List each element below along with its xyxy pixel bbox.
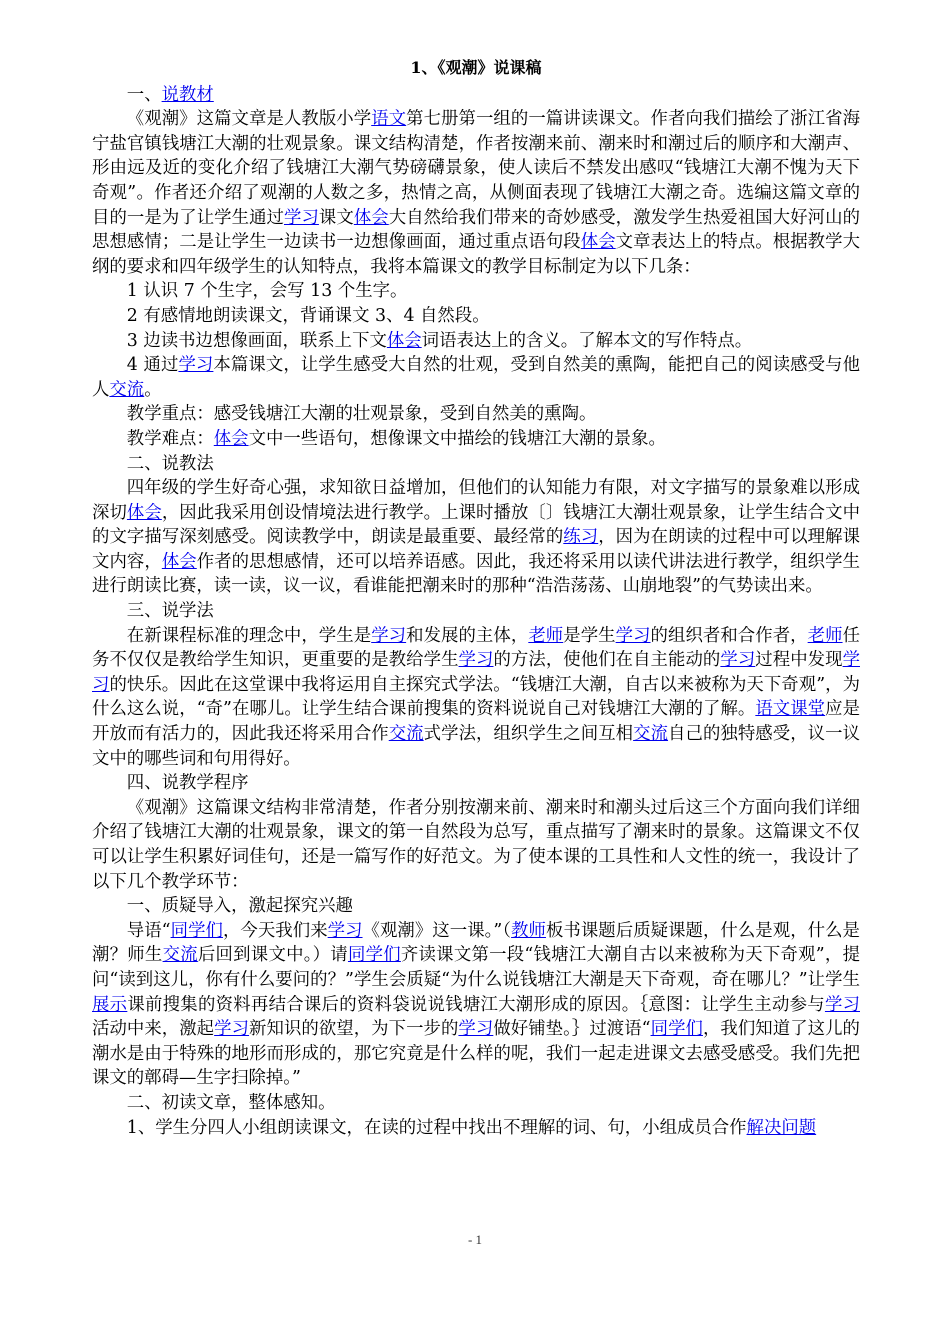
keyword-link[interactable]: 学习: [371, 625, 407, 646]
text-run: 齐读课文第一段“钱塘江大潮自古以来被称为天下奇观”，提问“读到这儿，你有什么要问的？”学生会质疑“为什么说钱塘江大潮是天下奇观，奇在哪儿？”让学生: [92, 945, 860, 990]
keyword-link[interactable]: 语文课堂: [755, 699, 826, 720]
text-run: 和发展的主体，: [406, 625, 529, 646]
keyword-link[interactable]: 体会: [213, 428, 249, 449]
text-run: 本篇课文，让学生感受大自然的壮观，受到自然美的熏陶，能把自己的阅读感受与他人: [92, 355, 860, 400]
text-run: 三、说学法: [126, 601, 214, 622]
text-run: 的组织者和合作者，: [650, 625, 808, 646]
keyword-link[interactable]: 体会: [580, 232, 616, 253]
text-run: ，我们知道了这儿的潮水是由于特殊的地形而形成的，那它究竟是什么样的呢，我们一起走进课文去感受感受。我们先把课文的鄣碍—生字扫除掉。”: [92, 1019, 860, 1089]
text-run: 四年级的学生好奇心强，求知欲日益增加，但他们的认知能力有限，对文字描写的景象难以形成深切: [92, 478, 860, 523]
paragraph: [92, 919, 860, 1091]
text-run: 2 有感情地朗读课文，背诵课文 3、4 自然段。: [126, 305, 490, 326]
text-run: ，因为在朗读的过程中可以理解课文内容，: [92, 527, 860, 572]
keyword-link[interactable]: 体会: [353, 207, 389, 228]
text-run: 导语“: [126, 920, 171, 941]
keyword-link[interactable]: 同学们: [650, 1019, 703, 1040]
text-run: 二、说教法: [126, 453, 214, 474]
keyword-link[interactable]: 解决问题: [746, 1117, 817, 1138]
text-run: 一、: [126, 84, 162, 105]
section-heading: [92, 452, 860, 477]
text-run: 一、质疑导入，激起探究兴趣: [126, 896, 353, 917]
text-run: 文中一些语句，想像课文中描绘的钱塘江大潮的景象。: [248, 428, 666, 449]
keyword-link[interactable]: 同学们: [347, 945, 401, 966]
text-run: 的快乐。因此在这堂课中我将运用自主探究式学法。“钱塘江大潮，自古以来被称为天下奇观”，为什么这么说，“奇”在哪儿。让学生结合课前搜集的资料说说自己对钱塘江大潮的了解。: [92, 674, 860, 720]
keyword-link[interactable]: 老师: [807, 625, 843, 646]
keyword-link[interactable]: 学习: [178, 355, 214, 376]
text-run: 词语表达上的含义。了解本文的写作特点。: [421, 330, 753, 351]
section-heading: [92, 83, 860, 108]
text-run: 是学生: [563, 625, 616, 646]
text-run: 文章表达上的特点。根据教学大纲的要求和四年级学生的认知特点，我将本篇课文的教学目标制定为以下几条：: [92, 232, 860, 277]
text-run: 《观潮》这一课。”（: [362, 920, 512, 941]
keyword-link[interactable]: 练习: [563, 527, 599, 548]
text-run: 。: [144, 379, 162, 400]
keyword-link[interactable]: 说教材: [161, 84, 214, 105]
keyword-link[interactable]: 学习: [214, 1019, 250, 1040]
text-run: 第七册第一组的一篇讲读课文。作者向我们描绘了浙江省海宁盐官镇钱塘江大潮的壮观景象。课文结构清楚，作者按潮来前、潮来时和潮过后的顺序和大潮声、形由远及近的变化介绍了钱塘江大潮气势磅礴景象，使人读后不禁发出感叹“钱塘江大潮不愧为天下奇观”。作者还介绍了观潮的人数之多，热情之高，从侧面表现了钱塘江大潮之奇。选编这篇文章的目的一是为了让学生通过: [92, 109, 860, 228]
text-run: 3 边读书边想像画面，联系上下文: [126, 330, 387, 351]
paragraph: [92, 402, 860, 427]
paragraph: [92, 796, 860, 894]
text-run: 课文: [318, 207, 354, 228]
text-run: 二、初读文章，整体感知。: [126, 1092, 336, 1113]
keyword-link[interactable]: 交流: [109, 379, 145, 400]
paragraph: [92, 353, 860, 402]
paragraph: [92, 476, 860, 599]
keyword-link[interactable]: 展示: [92, 994, 128, 1015]
keyword-link[interactable]: 学习: [458, 1019, 494, 1040]
text-run: 自己的独特感受，议一议文中的哪些词和句用得好。: [92, 724, 860, 769]
keyword-link[interactable]: 教师: [511, 920, 546, 941]
text-run: 后回到课文中。）请: [197, 945, 348, 966]
text-run: ，今天我们来: [222, 920, 328, 941]
text-run: 活动中来，激起: [92, 1019, 215, 1040]
text-run: 作者的思想感情，还可以培养语感。因此，我还将采用以读代讲法进行教学，组织学生进行朗读比赛，读一读，议一议，看谁能把潮来时的那种“浩浩荡荡、山崩地裂”的气势读出来。: [92, 551, 860, 597]
text-run: 1 认识 7 个生字，会写 13 个生字。: [126, 281, 408, 302]
keyword-link[interactable]: 学习: [284, 207, 319, 228]
text-run: 式学法，组织学生之间互相: [423, 724, 634, 745]
keyword-link[interactable]: 学习: [720, 650, 756, 671]
keyword-link[interactable]: 体会: [161, 551, 197, 572]
text-run: 教学难点：: [126, 428, 214, 449]
text-run: 四、说教学程序: [126, 773, 249, 794]
keyword-link[interactable]: 语文: [371, 109, 407, 130]
text-run: 的方法，使他们在自主能动的: [493, 650, 721, 671]
section-heading: [92, 771, 860, 796]
paragraph: [92, 329, 860, 354]
document-page: [92, 56, 860, 1140]
paragraph: [92, 1116, 860, 1141]
page-number: - 1: [467, 1232, 483, 1247]
text-run: 《观潮》这篇文章是人教版小学: [126, 109, 372, 130]
keyword-link[interactable]: 交流: [633, 724, 669, 745]
keyword-link[interactable]: 学习: [92, 650, 860, 695]
keyword-link[interactable]: 体会: [126, 502, 162, 523]
keyword-link[interactable]: 学习: [327, 920, 363, 941]
paragraph: [92, 427, 860, 452]
text-run: 4 通过: [126, 355, 179, 376]
text-run: 在新课程标准的理念中，学生是: [126, 625, 372, 646]
paragraph: [92, 304, 860, 329]
section-heading: [92, 894, 860, 919]
text-run: ，因此我采用创设情境法进行教学。上课时播放〔〕钱塘江大潮壮观景象，让学生结合文中的文字描写深刻感受。阅读教学中，朗读是最重要、最经常的: [92, 502, 860, 548]
keyword-link[interactable]: 同学们: [170, 920, 223, 941]
text-run: 应是开放而有活力的，因此我还将采用合作: [92, 699, 860, 745]
document-body: [92, 83, 860, 1141]
keyword-link[interactable]: 交流: [162, 945, 198, 966]
keyword-link[interactable]: 学习: [824, 994, 860, 1015]
text-run: 大自然给我们带来的奇妙感受，激发学生热爱祖国大好河山的思想感情；二是让学生一边读书一边想像画面，通过重点语句段: [92, 207, 860, 253]
paragraph: [92, 279, 860, 304]
text-run: 教学重点：感受钱塘江大潮的壮观景象，受到自然美的熏陶。: [126, 404, 597, 425]
text-run: 板书课题后质疑课题，什么是观，什么是潮？师生: [92, 920, 860, 966]
paragraph: [92, 624, 860, 772]
keyword-link[interactable]: 交流: [388, 724, 424, 745]
keyword-link[interactable]: 学习: [458, 650, 494, 671]
text-run: 过程中发现: [755, 650, 843, 671]
keyword-link[interactable]: 老师: [528, 625, 564, 646]
keyword-link[interactable]: 学习: [615, 625, 651, 646]
text-run: 任务不仅仅是教给学生知识，更重要的是教给学生: [92, 625, 860, 671]
text-run: 《观潮》这篇课文结构非常清楚，作者分别按潮来前、潮来时和潮头过后这三个方面向我们详细介绍了钱塘江大潮的壮观景象，课文的第一自然段为总写，重点描写了潮来时的景象。这篇课文不仅可以让学生积累好词佳句，还是一篇写作的好范文。为了使本课的工具性和人文性的统一，我设计了以下几个教学环节：: [92, 797, 860, 892]
text-run: 1、学生分四人小组朗读课文，在读的过程中找出不理解的词、句，小组成员合作: [126, 1117, 747, 1138]
section-heading: [92, 599, 860, 624]
paragraph: [92, 107, 860, 279]
text-run: 课前搜集的资料再结合课后的资料袋说说钱塘江大潮形成的原因。｛意图：让学生主动参与: [127, 994, 825, 1015]
text-run: 做好铺垫。｝过渡语“: [493, 1019, 651, 1040]
text-run: 新知识的欲望，为下一步的: [249, 1019, 459, 1040]
keyword-link[interactable]: 体会: [386, 330, 422, 351]
document-title: 1、《观潮》说课稿: [410, 58, 542, 77]
section-heading: [92, 1091, 860, 1116]
